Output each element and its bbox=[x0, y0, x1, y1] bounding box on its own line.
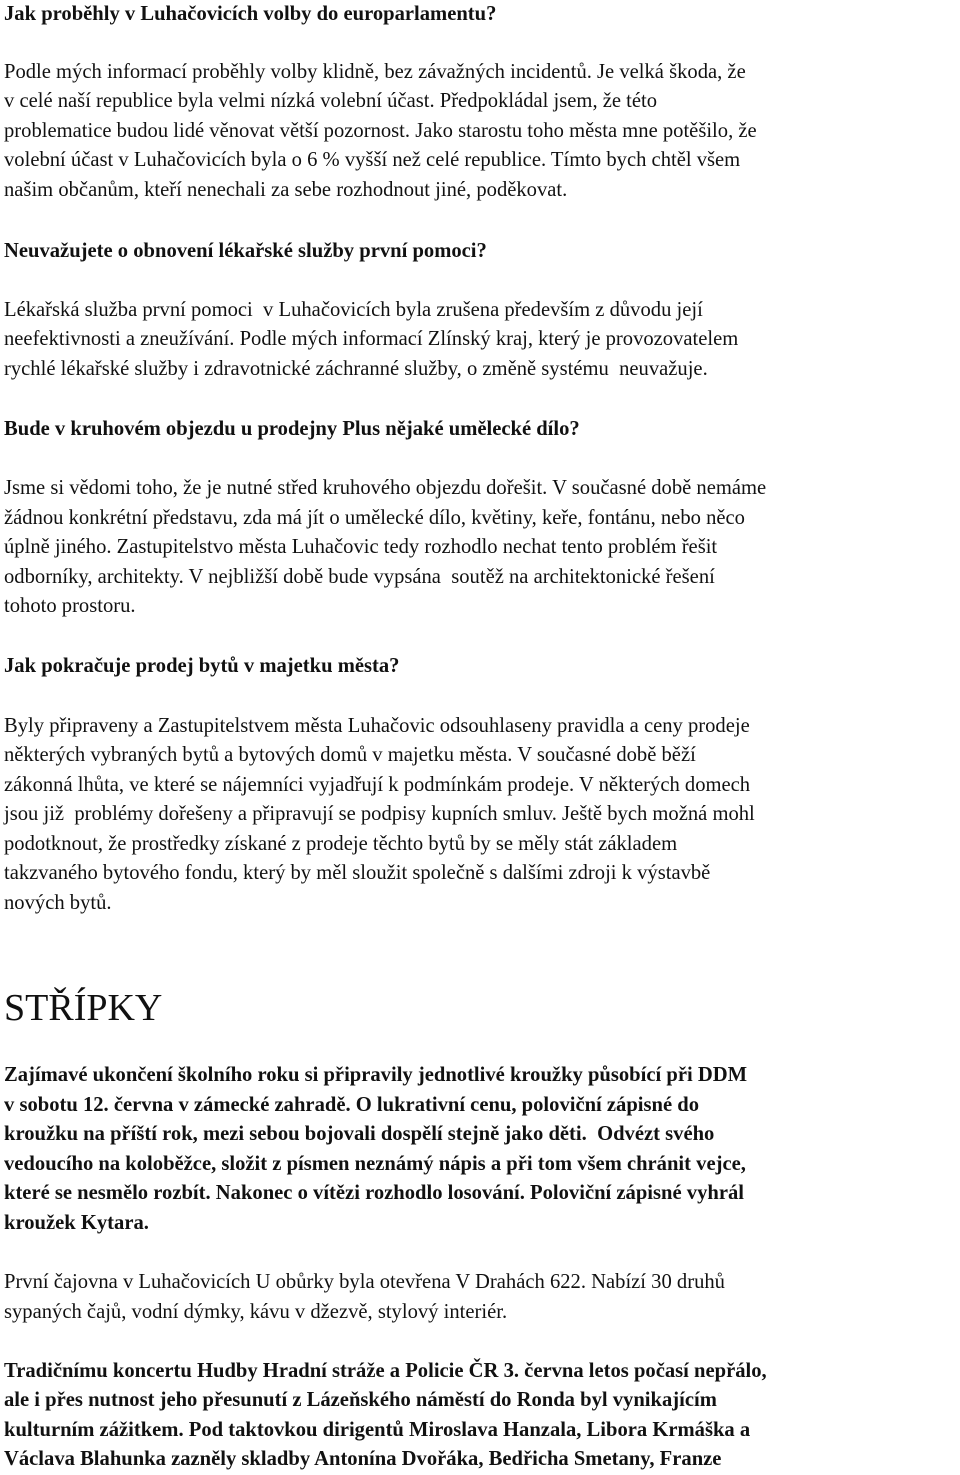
answer-line: zákonná lhůta, ve které se nájemníci vyjadřují k podmínkám prodeje. V některých domech bbox=[4, 774, 751, 796]
news-item-line: První čajovna v Luhačovicích U obůrky byla otevřena V Drahách 622. Nabízí 30 druhů bbox=[4, 1271, 725, 1293]
question-heading: Jak pokračuje prodej bytů v majetku města? bbox=[4, 655, 400, 677]
answer-line: Byly připraveny a Zastupitelstvem města Luhačovic odsouhlaseny pravidla a ceny prodeje bbox=[4, 715, 750, 737]
news-item-line: Tradičnímu koncertu Hudby Hradní stráže a Policie ČR 3. června letos počasí nepřálo, bbox=[4, 1360, 767, 1382]
news-item-line: ale i přes nutnost jeho přesunutí z Lázeňského náměstí do Ronda byl vynikajícím bbox=[4, 1389, 717, 1411]
answer-line: některých vybraných bytů a bytových domů v majetku města. V současné době běží bbox=[4, 744, 696, 766]
answer-line: našim občanům, kteří nenechali za sebe rozhodnout jiné, poděkovat. bbox=[4, 179, 568, 201]
news-item-line: Zajímavé ukončení školního roku si připravily jednotlivé kroužky působící při DDM bbox=[4, 1064, 748, 1086]
answer-line: nových bytů. bbox=[4, 892, 112, 914]
answer-line: takzvaného bytového fondu, který by měl sloužit společně s dalšími zdroji k výstavbě bbox=[4, 862, 711, 884]
answer-line: jsou již problémy dořešeny a připravují se podpisy kupních smluv. Ještě bych možná mohl bbox=[4, 803, 755, 825]
section-title: STŘÍPKY bbox=[4, 987, 163, 1029]
answer-line: volební účast v Luhačovicích byla o 6 % vyšší než celé republice. Tímto bych chtěl všem bbox=[4, 149, 741, 171]
news-item-line: kulturním zážitkem. Pod taktovkou dirigentů Miroslava Hanzala, Libora Krmáška a bbox=[4, 1419, 751, 1441]
news-item-line: kroužek Kytara. bbox=[4, 1212, 149, 1234]
news-item-line: Václava Blahunka zazněly skladby Antonína Dvořáka, Bedřicha Smetany, Franze bbox=[4, 1448, 722, 1470]
question-heading: Neuvažujete o obnovení lékařské služby první pomoci? bbox=[4, 240, 487, 262]
answer-line: v celé naší republice byla velmi nízká volební účast. Předpokládal jsem, že této bbox=[4, 90, 658, 112]
question-heading: Bude v kruhovém objezdu u prodejny Plus nějaké umělecké dílo? bbox=[4, 418, 580, 440]
question-heading: Jak proběhly v Luhačovicích volby do europarlamentu? bbox=[4, 3, 497, 25]
answer-line: podotknout, že prostředky získané z prodeje těchto bytů by se měly stát základem bbox=[4, 833, 678, 855]
news-item-line: sypaných čajů, vodní dýmky, kávu v džezvě, stylový interiér. bbox=[4, 1301, 508, 1323]
answer-line: neefektivnosti a zneužívání. Podle mých informací Zlínský kraj, který je provozovatelem bbox=[4, 328, 739, 350]
news-item-line: v sobotu 12. června v zámecké zahradě. O lukrativní cenu, poloviční zápisné do bbox=[4, 1094, 700, 1116]
answer-line: rychlé lékařské služby i zdravotnické záchranné služby, o změně systému neuvažuje. bbox=[4, 358, 708, 380]
answer-line: úplně jiného. Zastupitelstvo města Luhačovic tedy rozhodlo nechat tento problém řešit bbox=[4, 536, 718, 558]
answer-line: žádnou konkrétní představu, zda má jít o umělecké dílo, květiny, keře, fontánu, nebo něco bbox=[4, 507, 745, 529]
answer-line: Lékařská služba první pomoci v Luhačovicích byla zrušena především z důvodu její bbox=[4, 299, 703, 321]
news-item-line: vedoucího na koloběžce, složit z písmen neznámý nápis a při tom všem chránit vejce, bbox=[4, 1153, 746, 1175]
answer-line: problematice budou lidé věnovat větší pozornost. Jako starostu toho města mne potěšilo, že bbox=[4, 120, 757, 142]
news-item-line: kroužku na příští rok, mezi sebou bojovali dospělí stejně jako děti. Odvézt svého bbox=[4, 1123, 715, 1145]
news-item-line: které se nesmělo rozbít. Nakonec o vítězi rozhodlo losování. Poloviční zápisné vyhrál bbox=[4, 1182, 744, 1204]
answer-line: odborníky, architekty. V nejbližší době bude vypsána soutěž na architektonické řešení bbox=[4, 566, 715, 588]
answer-line: Jsme si vědomi toho, že je nutné střed kruhového objezdu dořešit. V současné době nemáme bbox=[4, 477, 767, 499]
answer-line: tohoto prostoru. bbox=[4, 595, 136, 617]
answer-line: Podle mých informací proběhly volby klidně, bez závažných incidentů. Je velká škoda, že bbox=[4, 61, 746, 83]
